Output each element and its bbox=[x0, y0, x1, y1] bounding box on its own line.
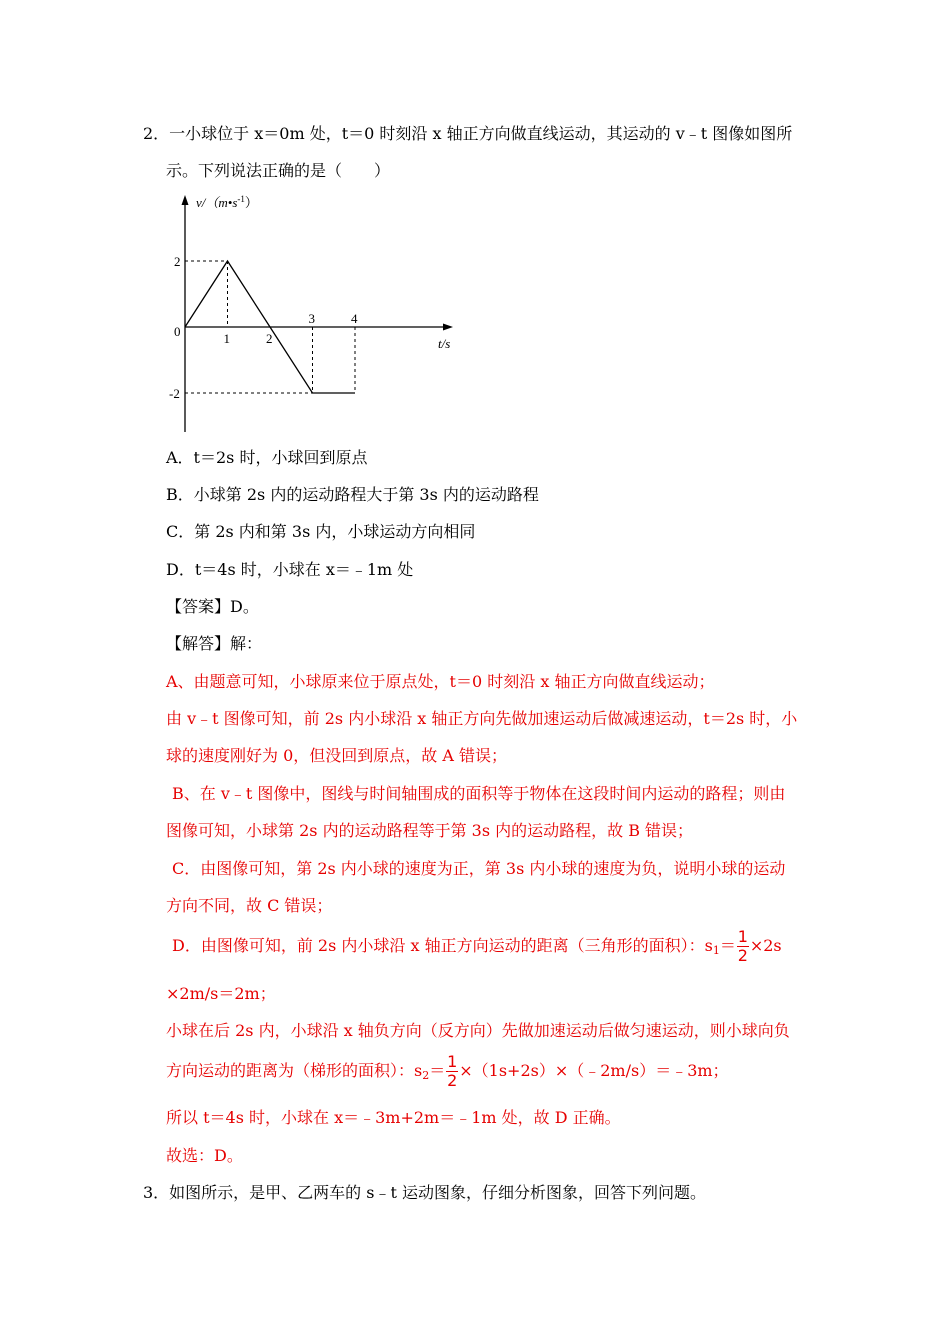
solution-e-line-2: 方向运动的距离为（梯形的面积）：$s_2=$ $\frac{1}{2}$ ×（1s+2s）×（﹣2m/s）＝﹣3m； bbox=[166, 1052, 729, 1090]
x-tick-labels bbox=[224, 311, 359, 346]
solution-a-line-3: 球的速度刚好为 0，但没回到原点，故 A 错误； bbox=[166, 746, 507, 765]
x-tick-label: 4 bbox=[351, 311, 358, 326]
option-b: B．小球第 2s 内的运动路程大于第 3s 内的运动路程 bbox=[166, 485, 539, 504]
solution-a-line-1: A、由题意可知，小球原来位于原点处，t＝0 时刻沿 x 轴正方向做直线运动； bbox=[166, 672, 715, 691]
question-2-line-2: 示。下列说法正确的是（ ） bbox=[166, 161, 391, 180]
solution-b-line-1: B、在 v﹣t 图像中，图线与时间轴围成的面积等于物体在这段时间内运动的路程；则由 bbox=[172, 784, 786, 803]
x-tick-label: 3 bbox=[308, 311, 315, 326]
x-axis-arrow-icon bbox=[443, 324, 453, 331]
question-2-line-1: 2．一小球位于 x＝0m 处，t＝0 时刻沿 x 轴正方向做直线运动，其运动的 v﹣t 图像如图所 bbox=[143, 124, 793, 143]
origin-label: 0 bbox=[174, 324, 181, 339]
solution-c-line-1: C．由图像可知，第 2s 内小球的速度为正，第 3s 内小球的速度为负，说明小球的运动 bbox=[172, 859, 786, 878]
fraction-one-half: $\frac{1}{2}$ bbox=[737, 927, 748, 965]
solution-c-line-2: 方向不同，故 C 错误； bbox=[166, 896, 333, 915]
y-tick-label: -2 bbox=[169, 386, 180, 401]
solution-b-line-2: 图像可知，小球第 2s 内的运动路程等于第 3s 内的运动路程，故 B 错误； bbox=[166, 821, 694, 840]
solution-g-line: 故选：D。 bbox=[166, 1146, 243, 1165]
option-c: C．第 2s 内和第 3s 内，小球运动方向相同 bbox=[166, 522, 476, 541]
solution-f-line: 所以 t＝4s 时，小球在 x＝﹣3m+2m＝﹣1m 处，故 D 正确。 bbox=[166, 1108, 621, 1127]
vt-graph bbox=[165, 190, 465, 440]
x-tick-label: 2 bbox=[266, 331, 273, 346]
y-axis-arrow-icon bbox=[182, 195, 189, 205]
y-tick-label: 2 bbox=[174, 254, 181, 269]
solution-d-line-1: D．由图像可知，前 2s 内小球沿 x 轴正方向运动的距离（三角形的面积）：$s_1=$ $\frac{1}{2}$ ×2s bbox=[172, 927, 782, 965]
question-3-line-1: 3．如图所示，是甲、乙两车的 s﹣t 运动图象，仔细分析图象，回答下列问题。 bbox=[143, 1183, 706, 1202]
option-a: A．t＝2s 时，小球回到原点 bbox=[166, 448, 368, 467]
fraction-one-half: $\frac{1}{2}$ bbox=[447, 1052, 458, 1090]
y-axis-label: $v/(m•s^{-1})$ bbox=[196, 194, 258, 210]
solution-d-line-2: ×2m/s＝2m； bbox=[166, 984, 276, 1003]
analysis-title: 【解答】解： bbox=[166, 634, 263, 653]
x-axis-label: t/s bbox=[438, 336, 451, 351]
solution-e-line-1: 小球在后 2s 内，小球沿 x 轴负方向（反方向）先做加速运动后做匀速运动，则小球向负 bbox=[166, 1021, 790, 1040]
answer-line: 【答案】D。 bbox=[166, 597, 259, 616]
option-d: D．t＝4s 时，小球在 x＝﹣1m 处 bbox=[166, 560, 414, 579]
x-tick-label: 1 bbox=[223, 331, 230, 346]
solution-a-line-2: 由 v﹣t 图像可知，前 2s 内小球沿 x 轴正方向先做加速运动后做减速运动，t＝2s 时，小 bbox=[166, 709, 798, 728]
